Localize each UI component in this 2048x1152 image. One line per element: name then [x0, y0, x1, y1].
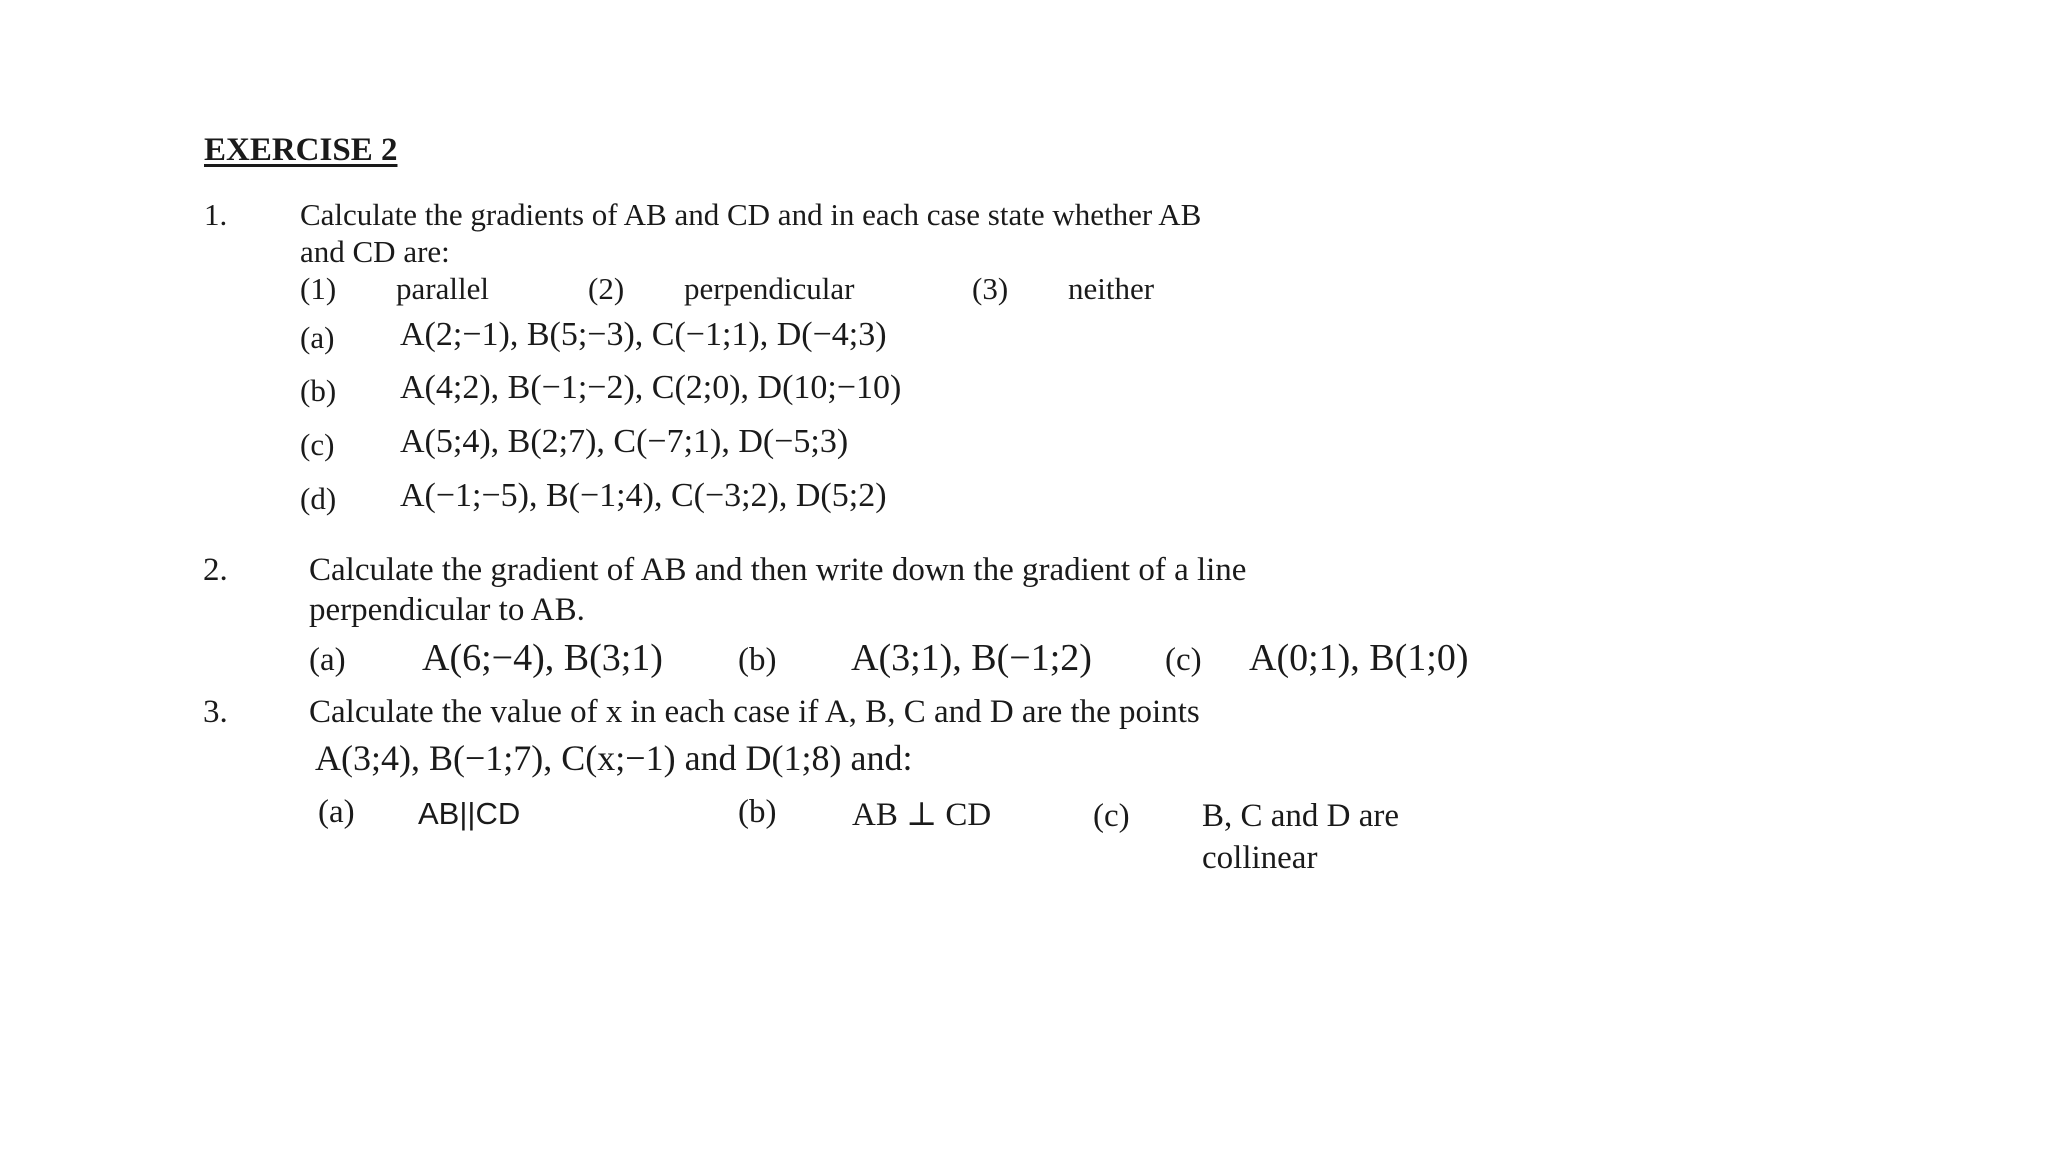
q1-option-label-1: (1) [300, 271, 337, 306]
q3-text-line2: A(3;4), B(−1;7), C(x;−1) and D(1;8) and: [315, 738, 913, 778]
q1-option-text-1: parallel [396, 271, 489, 306]
q3-part-text-c-line1: B, C and D are [1202, 798, 1400, 834]
q3-part-label-b: (b) [738, 794, 777, 830]
q1-number: 1. [204, 197, 228, 232]
q3-part-text-b: AB ⊥ CD [852, 797, 992, 833]
q2-part-label-a: (a) [309, 642, 346, 678]
q1-part-label-c: (c) [300, 427, 335, 462]
q3-part-label-c: (c) [1093, 798, 1130, 834]
q3-number: 3. [203, 694, 228, 730]
q1-part-points-c: A(5;4), B(2;7), C(−7;1), D(−5;3) [400, 423, 849, 460]
q1-option-label-3: (3) [972, 271, 1009, 306]
q2-part-label-b: (b) [738, 642, 777, 678]
q1-option-label-2: (2) [588, 271, 625, 306]
q1-option-text-3: neither [1068, 271, 1155, 306]
q1-part-points-d: A(−1;−5), B(−1;4), C(−3;2), D(5;2) [400, 477, 887, 514]
q3-part-label-a: (a) [318, 794, 355, 830]
q3-part-text-c-line2: collinear [1202, 840, 1318, 876]
q2-part-points-b: A(3;1), B(−1;2) [851, 637, 1092, 679]
q1-text-line1: Calculate the gradients of AB and CD and in each case state whether AB [300, 197, 1202, 232]
q1-text-line2: and CD are: [300, 234, 450, 269]
exercise-title: EXERCISE 2 [204, 132, 398, 168]
q2-part-points-c: A(0;1), B(1;0) [1249, 637, 1469, 679]
q2-part-points-a: A(6;−4), B(3;1) [422, 637, 663, 679]
q2-text-line1: Calculate the gradient of AB and then write down the gradient of a line [309, 552, 1247, 588]
q2-number: 2. [203, 552, 228, 588]
q1-option-text-2: perpendicular [684, 271, 855, 306]
q1-part-label-b: (b) [300, 373, 337, 408]
q3-part-text-a: AB||CD [418, 796, 521, 831]
q1-part-label-d: (d) [300, 481, 337, 516]
q1-part-label-a: (a) [300, 320, 335, 355]
q1-part-points-a: A(2;−1), B(5;−3), C(−1;1), D(−4;3) [400, 316, 887, 353]
q2-text-line2: perpendicular to AB. [309, 592, 585, 628]
q3-text-line1: Calculate the value of x in each case if A, B, C and D are the points [309, 694, 1200, 730]
q1-part-points-b: A(4;2), B(−1;−2), C(2;0), D(10;−10) [400, 369, 902, 406]
q2-part-label-c: (c) [1165, 642, 1202, 678]
